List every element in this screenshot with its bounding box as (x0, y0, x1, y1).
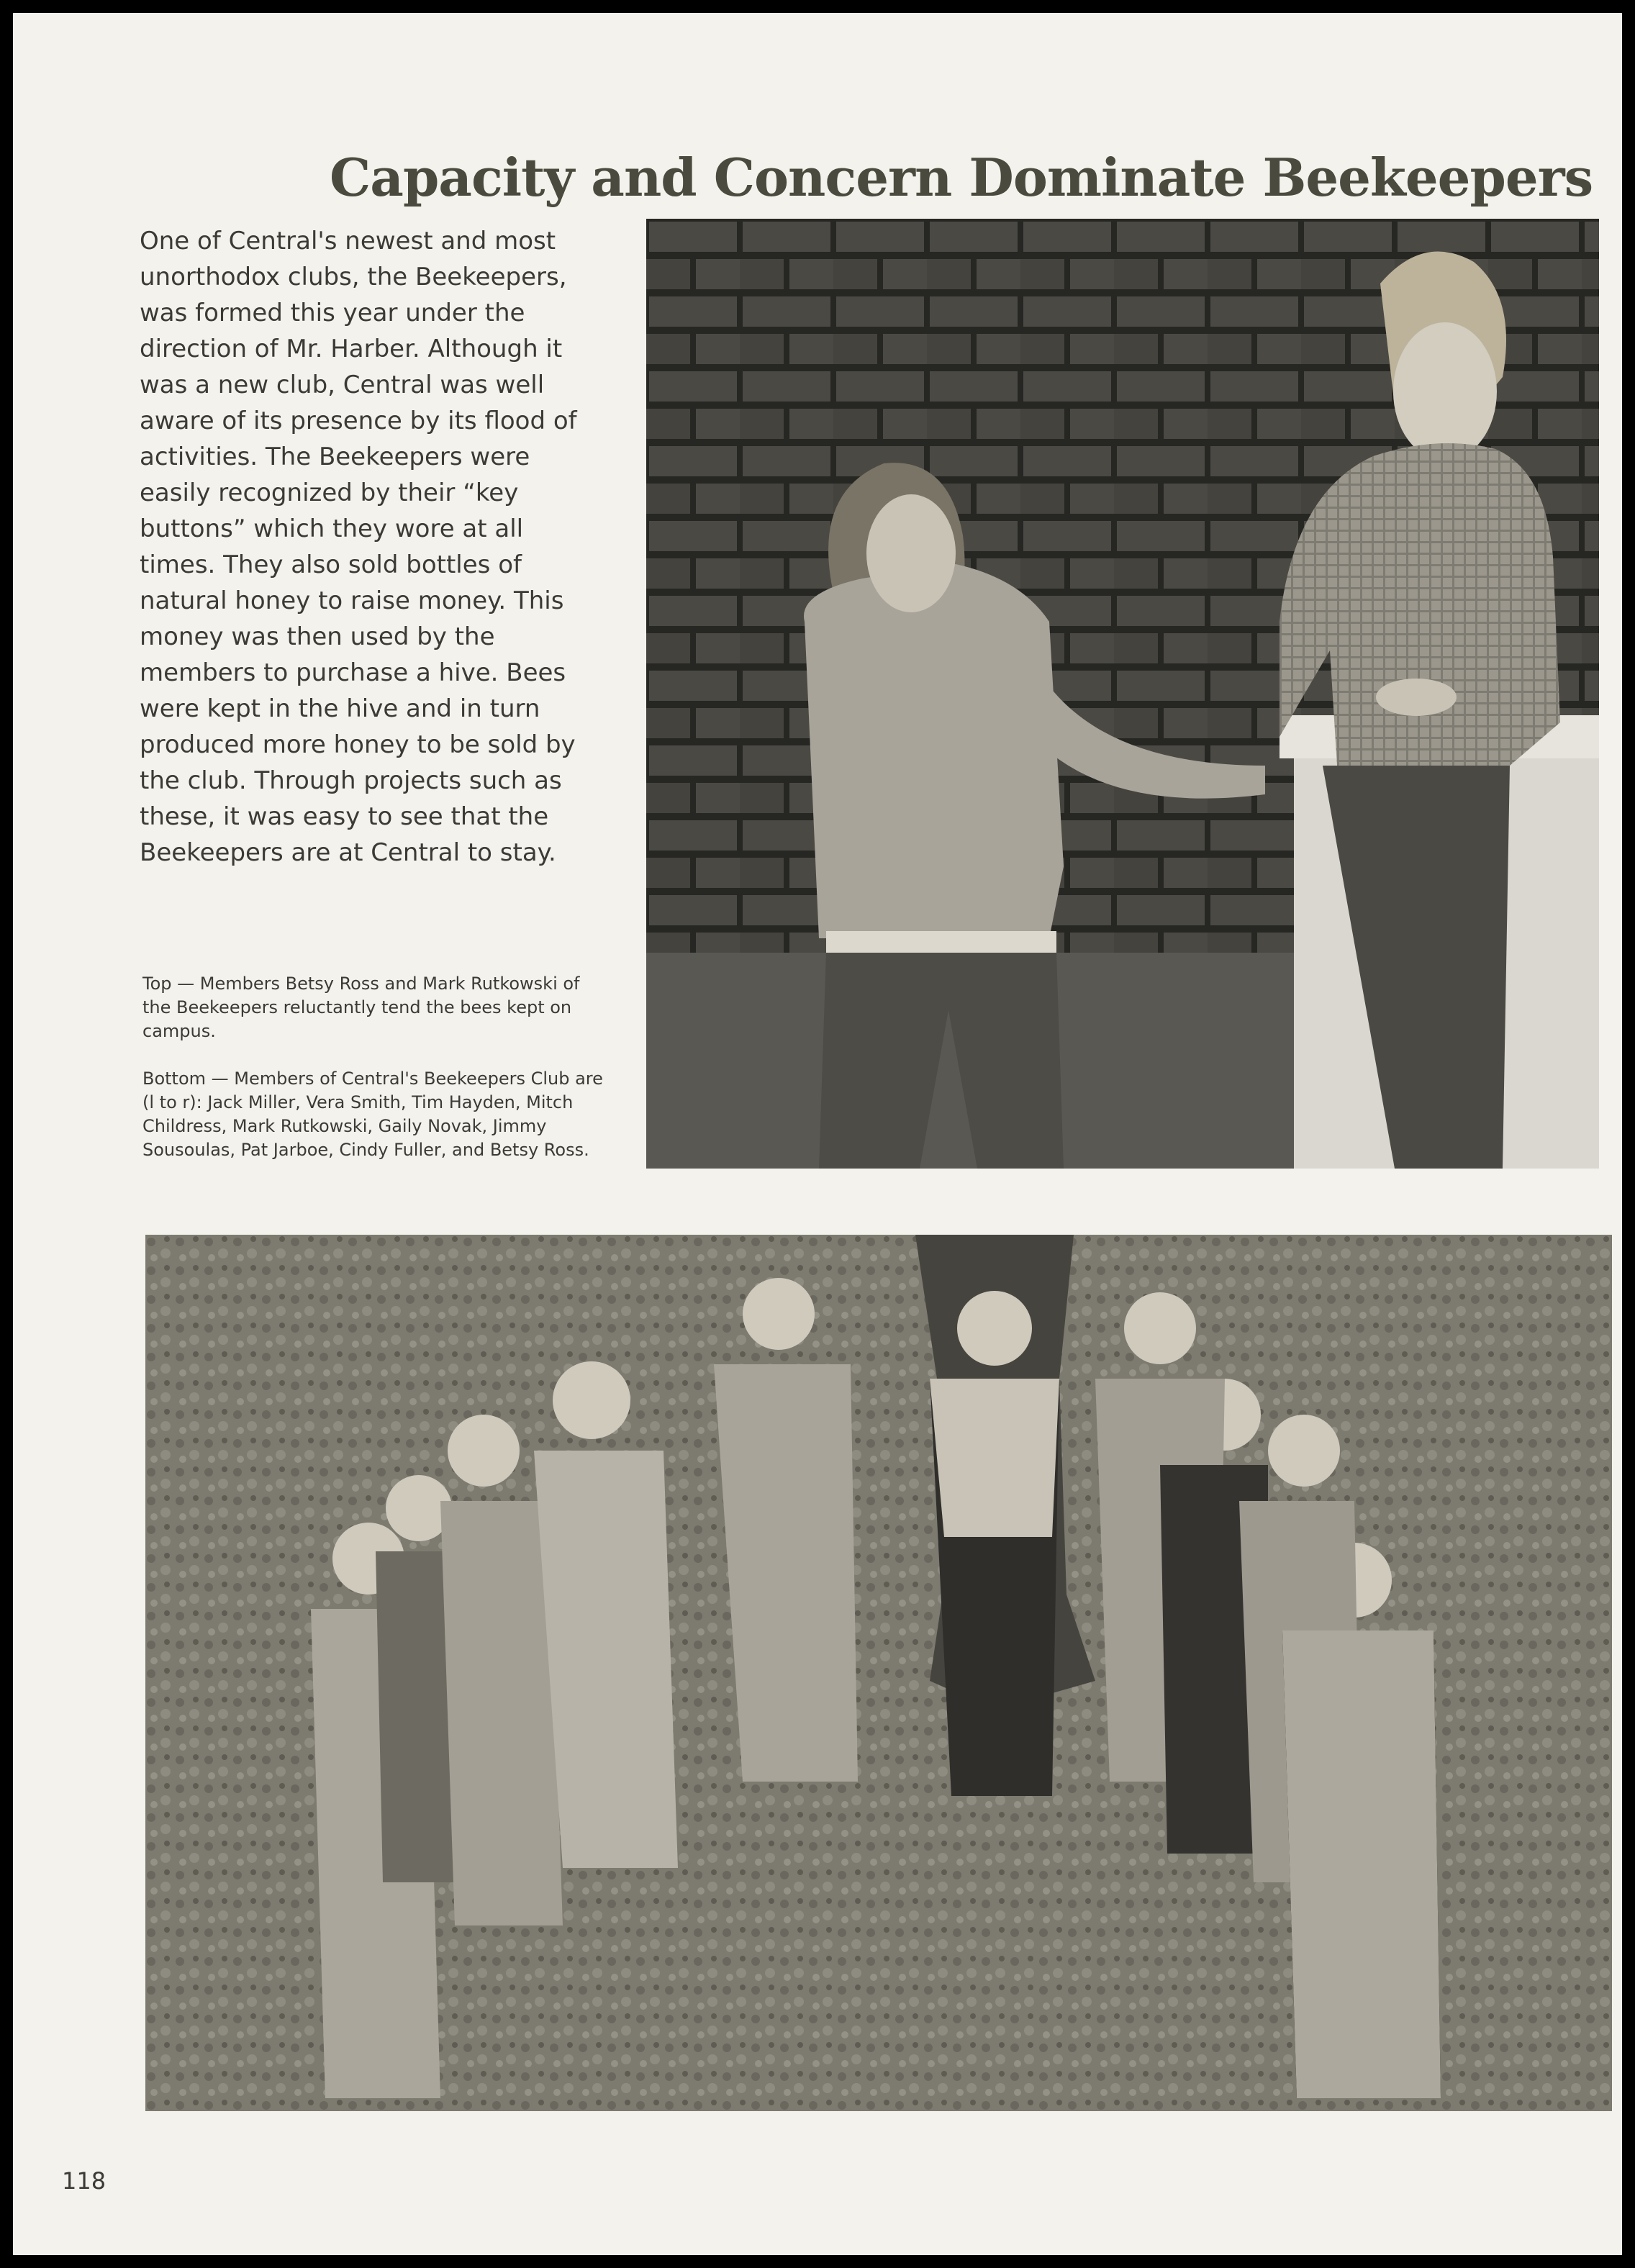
page-number: 118 (62, 2167, 107, 2195)
article-body-text: One of Central's newest and most unorthodox clubs, the Beekeepers, was formed this year under the direction of Mr. Harber. Although it was a new club, Central was well aware of its presence by its flood of activities. The Beekeepers were easily recognized by their “key buttons” which they wore at all times. They also sold bottles of natural honey to raise money. This money was then used by the members to purchase a hive. Bees were kept in the hive and in turn produced more honey to be sold by the club. Through projects such as these, it was easy to see that the Beekeepers are at Central to stay. (140, 227, 577, 867)
photo-beekeepers-club-group (145, 1235, 1612, 2111)
yearbook-page (13, 13, 1622, 2255)
photo-captions (142, 948, 603, 1186)
photo-beekeepers-tending-hive-image (646, 219, 1599, 1169)
page-headline: Capacity and Concern Dominate Beekeepers (330, 147, 1593, 208)
caption-bottom-photo: Bottom — Members of Central's Beekeepers Club are (l to r): Jack Miller, Vera Smith, Tim Hayden, Mitch Childress, Mark Rutkowski, Gaily Novak, Jimmy Sousoulas, Pat Jarboe, Cindy Fuller, and Betsy Ross. (142, 1069, 603, 1160)
caption-top-photo: Top — Members Betsy Ross and Mark Rutkowski of the Beekeepers reluctantly tend the bees kept on campus. (142, 974, 580, 1041)
photo-beekeepers-tending-hive (646, 219, 1599, 1169)
photo-beekeepers-club-group-image (145, 1235, 1612, 2111)
